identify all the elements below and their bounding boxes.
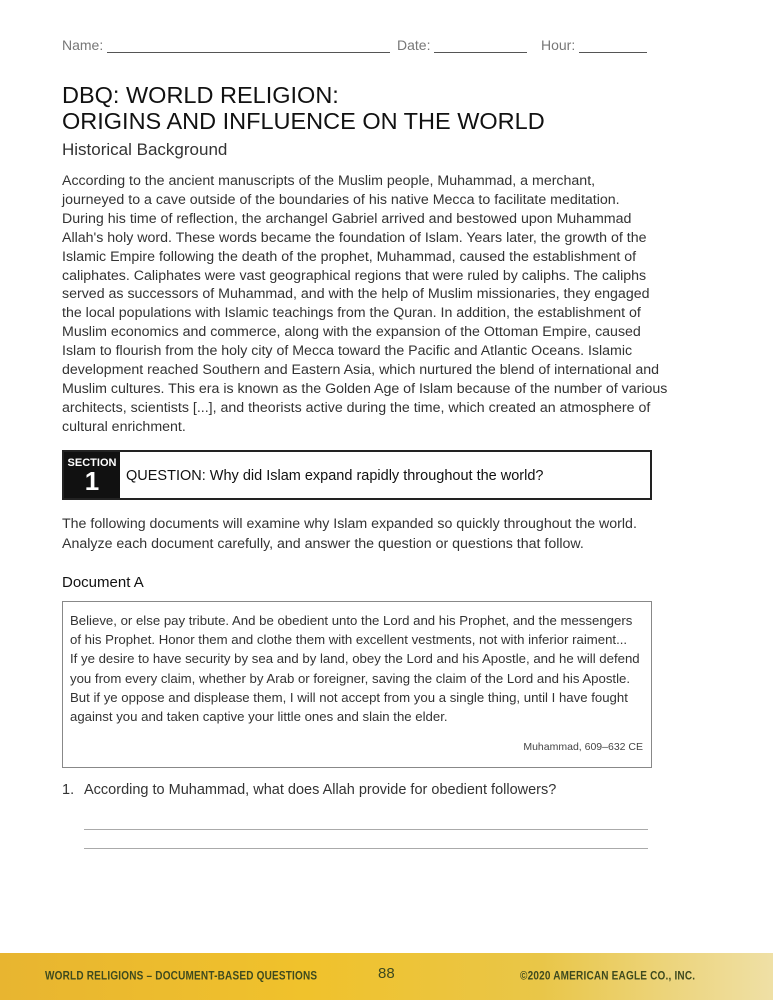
document-citation: Muhammad, 609–632 CE <box>523 741 643 753</box>
question-number: 1. <box>62 782 75 798</box>
question-1 <box>62 782 556 798</box>
text-line: If ye desire to have security by sea and by land, obey the Lord and his Apostle, and he will defend <box>70 651 640 667</box>
document-heading: Document A <box>62 574 144 591</box>
text-line: Muslim economics and commerce, along with the expansion of the Ottoman Empire, caused <box>62 324 641 341</box>
text-line: cultural enrichment. <box>62 418 186 435</box>
text-line: Islamic Empire following the death of the prophet, Muhammad, caused the establishment of <box>62 248 637 265</box>
section-number: 1 <box>84 466 100 496</box>
text-line: against you and taken captive your little ones and slain the elder. <box>70 709 448 725</box>
name-field[interactable] <box>62 37 390 53</box>
date-label: Date: <box>397 37 431 53</box>
text-line: the local populations with Islamic teachings from the Quran. In addition, the establishment of <box>62 305 641 322</box>
text-line: development reached Southern and Eastern Asia, which nurtured the blend of international and <box>62 362 660 379</box>
document-box <box>62 601 652 768</box>
text-line: served as successors of Muhammad, and with the help of Muslim missionaries, they engaged <box>62 286 650 303</box>
text-line: of his Prophet. Honor them and clothe them with excellent vestments, not with inferior raiment... <box>70 632 628 648</box>
section-label: SECTION <box>67 457 117 469</box>
intro-paragraph <box>62 515 637 554</box>
title-line: ORIGINS AND INFLUENCE ON THE WORLD <box>62 108 545 134</box>
text-line: During his time of reflection, the archangel Gabriel arrived and bestowed upon Muhammad <box>62 210 632 227</box>
text-line: Muslim cultures. This era is known as the Golden Age of Islam because of the number of various <box>62 380 668 397</box>
page-number: 88 <box>378 965 395 982</box>
section-question-box <box>62 450 652 500</box>
hour-label: Hour: <box>541 37 576 53</box>
text-line: architects, scientists [...], and theorists active during the time, which created an atmosphere of <box>62 399 651 416</box>
section-badge <box>64 452 120 498</box>
question-text: According to Muhammad, what does Allah provide for obedient followers? <box>84 782 557 798</box>
answer-line[interactable] <box>84 829 648 830</box>
hour-field[interactable] <box>541 37 647 53</box>
footer-copyright: ©2020 AMERICAN EAGLE CO., INC. <box>520 969 696 984</box>
date-field[interactable] <box>397 37 527 53</box>
page-title <box>62 82 545 134</box>
text-line: you from every claim, whether by Arab or foreigner, saving the claim of the Lord and his Apostle. <box>70 670 631 686</box>
page-footer <box>0 953 773 1000</box>
text-line: Islam to flourish from the holy city of Mecca toward the Pacific and Atlantic Oceans. Islamic <box>62 343 633 360</box>
text-line: The following documents will examine why Islam expanded so quickly throughout the world. <box>62 516 637 532</box>
footer-book-title: WORLD RELIGIONS – DOCUMENT-BASED QUESTIONS <box>45 969 318 984</box>
text-line: Allah's holy word. These words became the foundation of Islam. Years later, the growth of the <box>62 229 647 246</box>
text-line: Believe, or else pay tribute. And be obedient unto the Lord and his Prophet, and the messengers <box>70 613 633 628</box>
text-line: But if ye oppose and displease them, I will not accept from you a single thing, until I have fought <box>70 689 628 705</box>
name-label: Name: <box>62 37 104 53</box>
background-paragraph <box>62 172 667 437</box>
text-line: According to the ancient manuscripts of the Muslim people, Muhammad, a merchant, <box>62 173 596 189</box>
section-subtitle: Historical Background <box>62 140 228 159</box>
title-line: DBQ: WORLD RELIGION: <box>62 82 339 108</box>
text-line: caliphates. Caliphates were vast geographical regions that were ruled by caliphs. The caliphs <box>62 267 647 284</box>
text-line: journeyed to a cave outside of the boundaries of his native Mecca to facilitate meditation. <box>62 191 620 208</box>
answer-line[interactable] <box>84 848 648 849</box>
document-quote <box>70 611 640 726</box>
section-question: QUESTION: Why did Islam expand rapidly throughout the world? <box>126 468 544 484</box>
text-line: Analyze each document carefully, and answer the question or questions that follow. <box>62 535 584 552</box>
